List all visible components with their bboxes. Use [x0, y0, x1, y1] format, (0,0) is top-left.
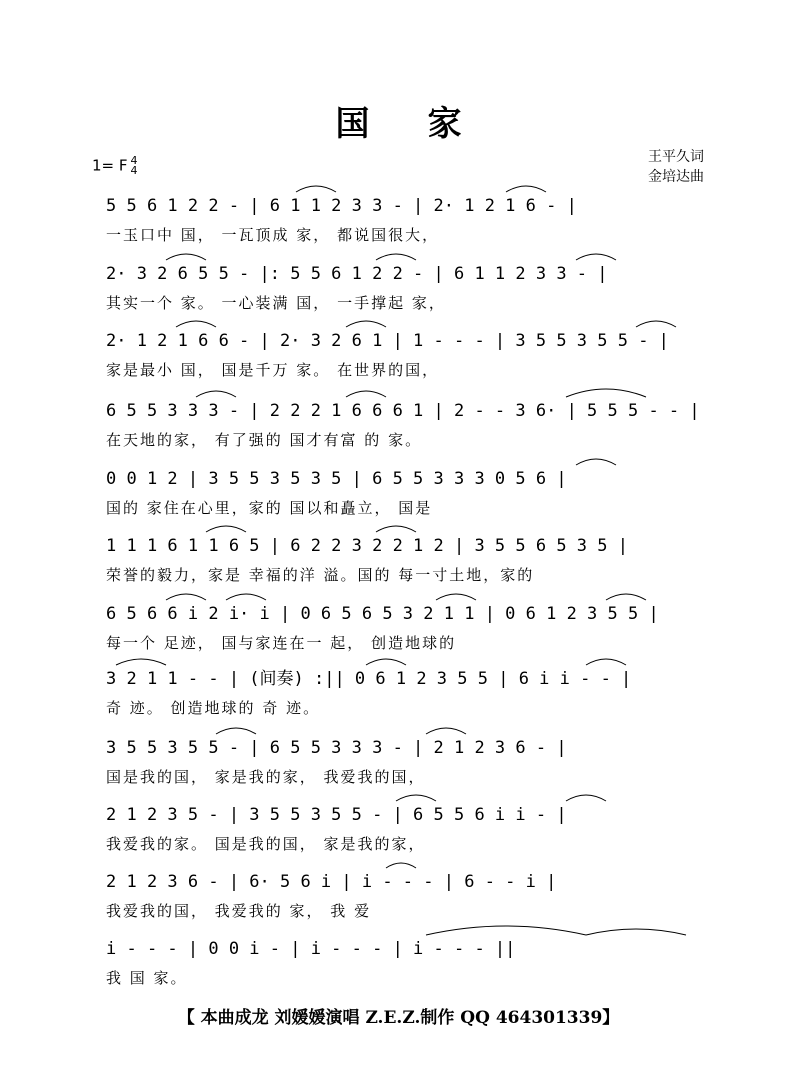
- lyric-line: 在天地的家， 有了强的 国才有富 的 家。: [106, 431, 423, 449]
- notation-line: 6 5 6 6 i 2 i· i | 0 6 5 6 5 3 2 1 1 | 0 6 1 2 3 5 5 |: [106, 604, 659, 624]
- lyric-line: 我 国 家。: [106, 969, 188, 987]
- time-signature-beats: 4: [130, 154, 138, 167]
- lyric-line: 荣誉的毅力，家是 幸福的洋 溢。国的 每一寸土地，家的: [106, 566, 535, 584]
- lyric-line: 奇 迹。 创造地球的 奇 迹。: [106, 699, 321, 717]
- notation-line: 6 5 5 3 3 3 - | 2 2 2 1 6 6 6 1 | 2 - - 3 6· | 5 5 5 - - |: [106, 401, 700, 421]
- lyric-line: 其实一个 家。 一心装满 国， 一手撑起 家，: [106, 294, 446, 312]
- lyric-line: 我爱我的家。 国是我的国， 家是我的家，: [106, 835, 426, 853]
- key-label: 1= F: [92, 156, 128, 175]
- notation-line: i - - - | 0 0 i - | i - - - | i - - - ||: [106, 939, 516, 959]
- lyric-line: 一玉口中 国， 一瓦顶成 家， 都说国很大，: [106, 226, 440, 244]
- lyric-line: 国的 家住在心里，家的 国以和矗立， 国是: [106, 499, 433, 517]
- time-signature: [131, 156, 138, 176]
- notation-line: 1 1 1 6 1 1 6 5 | 6 2 2 3 2 2 1 2 | 3 5 5 6 5 3 5 |: [106, 536, 628, 556]
- lyric-line: 我爱我的国， 我爱我的 家， 我 爱: [106, 902, 372, 920]
- notation-line: 3 2 1 1 - - | (间奏) :|| 0 6 1 2 3 5 5 | 6 i i - - |: [106, 669, 632, 689]
- notation-line: 2 1 2 3 6 - | 6· 5 6 i | i - - - | 6 - - i |: [106, 872, 557, 892]
- song-title: 国家: [335, 104, 520, 144]
- key-signature: [92, 156, 138, 176]
- time-signature-unit: 4: [130, 164, 138, 177]
- footer-credit: 【 本曲成龙 刘媛媛演唱 Z.E.Z.制作 QQ 464301339】: [177, 1008, 620, 1028]
- notation-line: 2· 3 2 6 5 5 - |: 5 5 6 1 2 2 - | 6 1 1 2 3 3 - |: [106, 264, 608, 284]
- composer-credit: 金培达曲: [648, 169, 704, 185]
- lyric-line: 家是最小 国， 国是千万 家。 在世界的国，: [106, 361, 440, 379]
- notation-line: 2· 1 2 1 6 6 - | 2· 3 2 6 1 | 1 - - - | 3 5 5 3 5 5 - |: [106, 331, 669, 351]
- lyricist-credit: 王平久词: [648, 149, 704, 165]
- lyric-line: 国是我的国， 家是我的家， 我爱我的国，: [106, 768, 426, 786]
- notation-line: 3 5 5 3 5 5 - | 6 5 5 3 3 3 - | 2 1 2 3 6 - |: [106, 738, 567, 758]
- notation-line: 5 5 6 1 2 2 - | 6 1 1 2 3 3 - | 2· 1 2 1 6 - |: [106, 196, 577, 216]
- lyric-line: 每一个 足迹， 国与家连在一 起， 创造地球的: [106, 634, 457, 652]
- notation-line: 2 1 2 3 5 - | 3 5 5 3 5 5 - | 6 5 5 6 i i - |: [106, 805, 567, 825]
- notation-line: 0 0 1 2 | 3 5 5 3 5 3 5 | 6 5 5 3 3 3 0 5 6 |: [106, 469, 567, 489]
